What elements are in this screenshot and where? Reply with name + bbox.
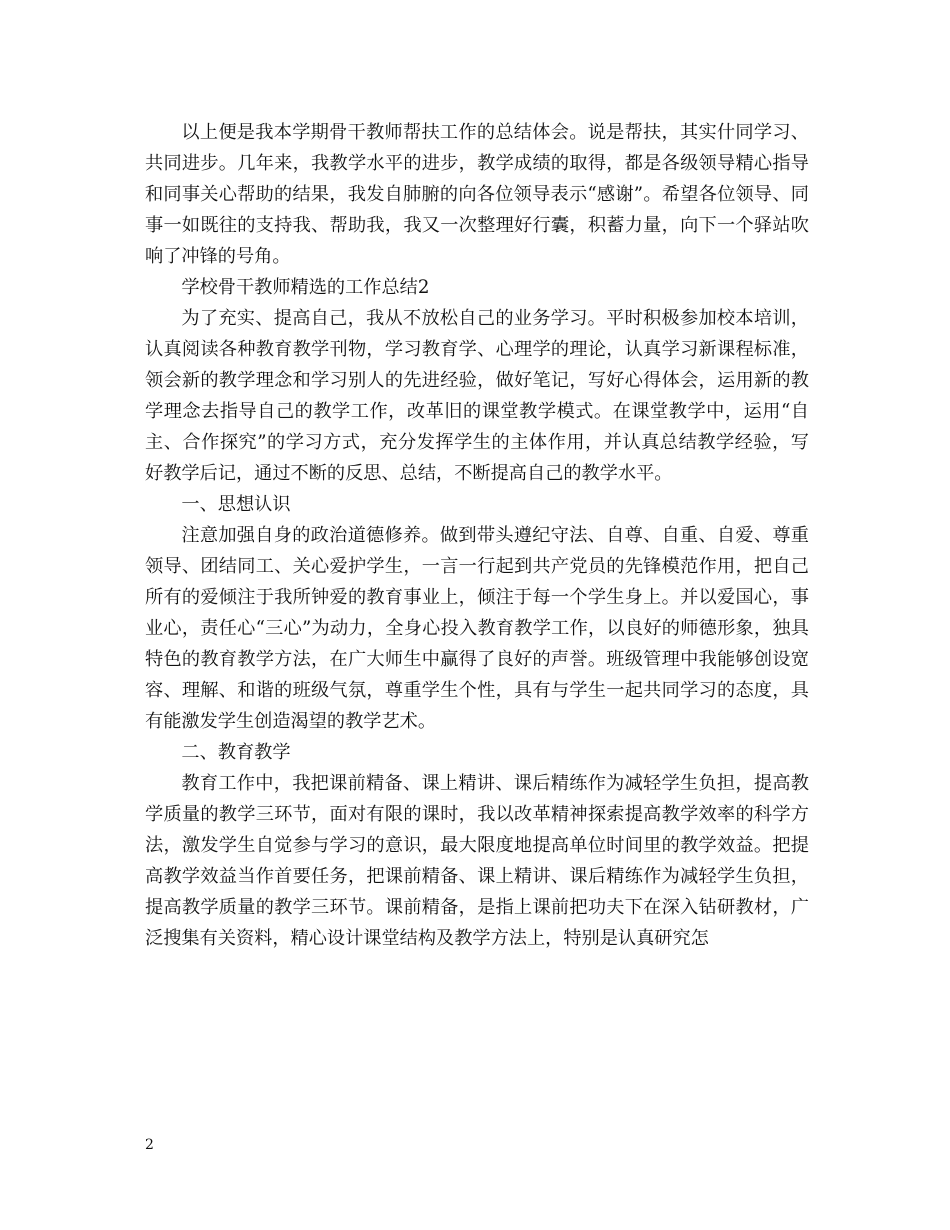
document-body — [145, 117, 809, 954]
page-number: 2 — [145, 1137, 154, 1153]
heading-teaching: 二、教育教学 — [181, 742, 291, 763]
paragraph-teaching: 教育工作中，我把课前精备、课上精讲、课后精练作为减轻学生负担，提高教学质量的教学三环节，面对有限的课时，我以改革精神探索提高教学效率的科学方法，激发学生自觉参与学习的意识，最大限度地提高单位时间里的教学效益。把提高教学效益当作首要任务，把课前精备、课上精讲、课后精练作为减轻学生负担，提高教学质量的教学三环节。课前精备，是指上课前把功夫下在深入钻研教材，广泛搜集有关资料，精心设计课堂结构及教学方法上，特别是认真研究怎 — [145, 773, 809, 949]
paragraph-closing-summary: 以上便是我本学期骨干教师帮扶工作的总结体会。说是帮扶，其实什同学习、共同进步。几年来，我教学水平的进步，教学成绩的取得，都是各级领导精心指导和同事关心帮助的结果，我发自肺腑的向各位领导表示“感谢”。希望各位领导、同事一如既往的支持我、帮助我，我又一次整理好行囊，积蓄力量，向下一个驿站吹响了冲锋的号角。 — [145, 122, 809, 267]
heading-ideology: 一、思想认识 — [181, 494, 291, 515]
paragraph-ideology: 注意加强自身的政治道德修养。做到带头遵纪守法、自尊、自重、自爱、尊重领导、团结同工、关心爱护学生，一言一行起到共产党员的先锋模范作用，把自己所有的爱倾注于我所钟爱的教育事业上，倾注于每一个学生身上。并以爱国心，事业心，责任心“三心”为动力，全身心投入教育教学工作，以良好的师德形象，独具特色的教育教学方法，在广大师生中赢得了良好的声誉。班级管理中我能够创设宽容、理解、和谐的班级气氛，尊重学生个性，具有与学生一起共同学习的态度，具有能激发学生创造渴望的教学艺术。 — [145, 525, 809, 732]
paragraph-study: 为了充实、提高自己，我从不放松自己的业务学习。平时积极参加校本培训，认真阅读各种教育教学刊物，学习教育学、心理学的理论，认真学习新课程标准，领会新的教学理念和学习别人的先进经验，做好笔记，写好心得体会，运用新的教学理念去指导自己的教学工作，改革旧的课堂教学模式。在课堂教学中，运用“自主、合作探究”的学习方式，充分发挥学生的主体作用，并认真总结教学经验，写好教学后记，通过不断的反思、总结，不断提高自己的教学水平。 — [145, 308, 809, 484]
section-title: 学校骨干教师精选的工作总结2 — [181, 277, 430, 298]
